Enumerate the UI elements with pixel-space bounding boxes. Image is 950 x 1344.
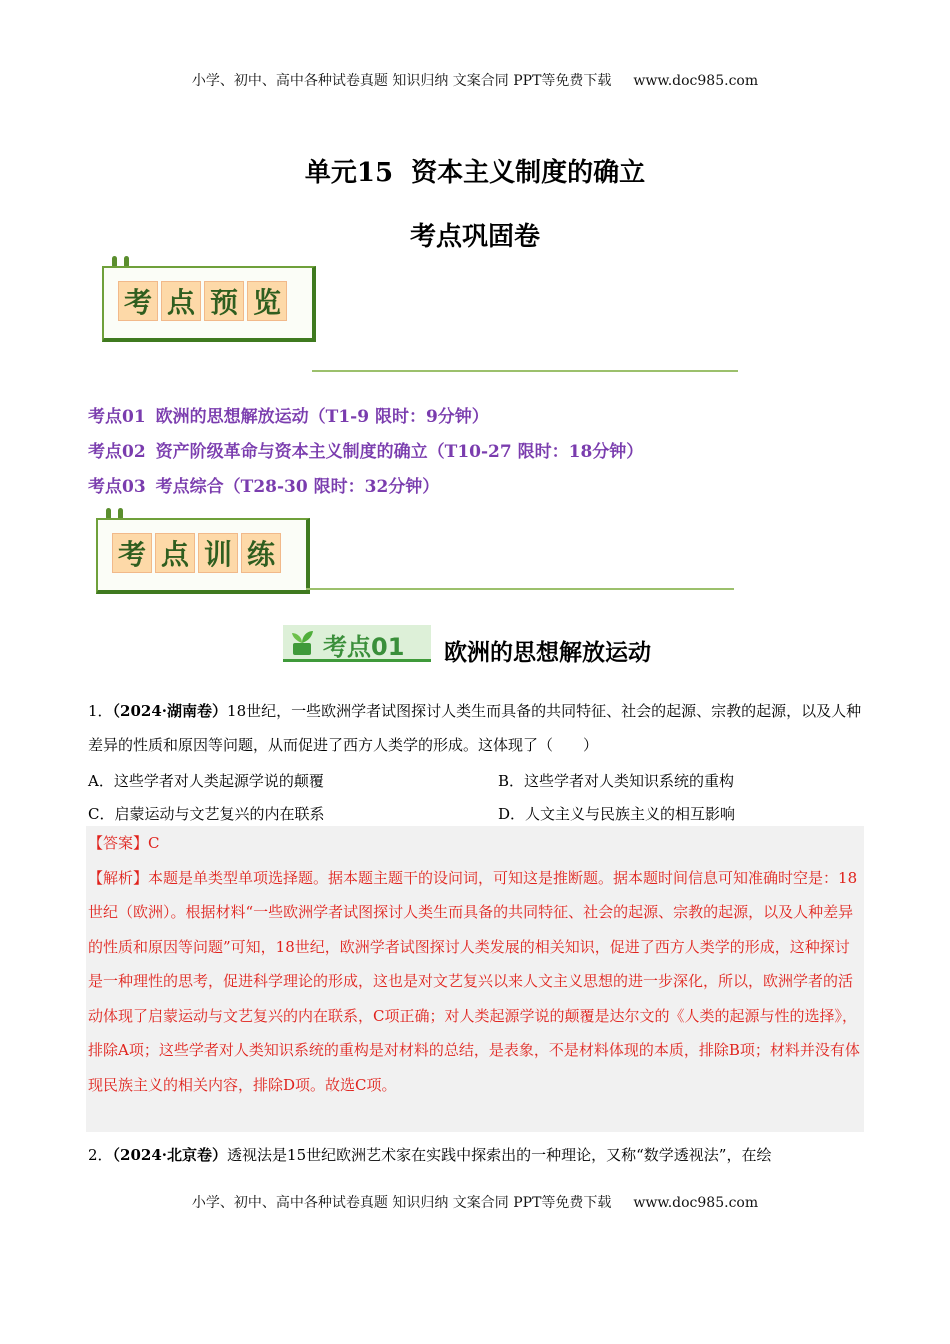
page-header	[0, 70, 950, 90]
section-title: 欧洲的思想解放运动	[444, 639, 651, 666]
footer-text: 小学、初中、高中各种试卷真题 知识归纳 文案合同 PPT等免费下载	[191, 1195, 612, 1211]
document-title	[0, 152, 950, 189]
section-badge	[283, 625, 431, 662]
topic-item	[88, 437, 643, 462]
question-source: （2024·北京卷）	[112, 1146, 228, 1164]
topic-item	[88, 402, 489, 427]
title-name: 资本主义制度的确立	[411, 158, 646, 188]
banner-char: 览	[247, 281, 287, 321]
footer-site: www.doc985.com	[633, 1195, 759, 1211]
banner-char: 训	[198, 533, 238, 573]
answer-value: C	[148, 834, 160, 852]
question-stem: 18世纪，一些欧洲学者试图探讨人类生而具备的共同特征、社会的起源、宗教的起源，以及人种差异的性质和原因等问题，从而促进了西方人类学的形成。这体现了（ ）	[88, 702, 862, 754]
topic-text: 考点综合（T28-30 限时：32分钟）	[155, 477, 440, 497]
banner-preview	[102, 266, 316, 342]
topic-text: 资产阶级革命与资本主义制度的确立（T10-27 限时：18分钟）	[155, 442, 644, 462]
option-a: A．这些学者对人类起源学说的颠覆	[88, 772, 324, 790]
document-subtitle: 考点巩固卷	[409, 222, 540, 252]
page-footer	[0, 1192, 950, 1212]
option-b: B．这些学者对人类知识系统的重构	[498, 772, 735, 790]
answer-label: 【答案】	[88, 834, 149, 852]
option-d: D．人文主义与民族主义的相互影响	[498, 805, 736, 823]
question-1	[88, 694, 866, 762]
banner-char: 预	[204, 281, 244, 321]
divider	[306, 588, 734, 590]
header-site: www.doc985.com	[633, 73, 759, 89]
analysis-label: 【解析】	[88, 868, 149, 887]
analysis-text: 本题是单类型单项选择题。据本题主题干的设问词，可知这是推断题。据本题时间信息可知准确时空是：18世纪（欧洲）。根据材料“一些欧洲学者试图探讨人类生而具备的共同特征、社会的起源、宗教的起源，以及人种差异的性质和原因等问题”可知，18世纪，欧洲学者试图探讨人类发展的相关知识，促进了西方人类学的形成，这种探讨是一种理性的思考，促进科学理论的形成，这也是对文艺复兴以来人文主义思想的进一步深化，所以，欧洲学者的活动体现了启蒙运动与文艺复兴的内在联系，C项正确；对人类起源学说的颠覆是达尔文的《人类的起源与性的选择》，排除A项；这些学者对人类知识系统的重构是对材料的总结，是表象，不是材料体现的本质，排除B项；材料并没有体现民族主义的相关内容，排除D项。故选C项。	[88, 868, 860, 1094]
section-badge-label: 考点01	[323, 633, 405, 661]
banner-train	[96, 518, 310, 594]
topic-label: 考点01	[88, 407, 146, 427]
topic-item	[88, 472, 439, 497]
banner-char: 点	[161, 281, 201, 321]
topic-label: 考点03	[88, 477, 146, 497]
banner-char: 考	[118, 281, 158, 321]
option-c: C．启蒙运动与文艺复兴的内在联系	[88, 805, 325, 823]
question-2	[88, 1138, 866, 1172]
header-text: 小学、初中、高中各种试卷真题 知识归纳 文案合同 PPT等免费下载	[191, 73, 612, 89]
question-number: 1．	[88, 702, 113, 720]
divider	[312, 370, 738, 372]
title-unit: 单元15	[304, 158, 394, 188]
banner-char: 考	[112, 533, 152, 573]
analysis-paragraph	[88, 861, 860, 1103]
sprout-icon	[287, 627, 317, 657]
topic-label: 考点02	[88, 442, 146, 462]
question-source: （2024·湖南卷）	[112, 702, 228, 720]
topic-text: 欧洲的思想解放运动（T1-9 限时：9分钟）	[155, 407, 489, 427]
question-number: 2．	[88, 1146, 113, 1164]
banner-char: 练	[241, 533, 281, 573]
question-stem: 透视法是15世纪欧洲艺术家在实践中探索出的一种理论，又称“数学透视法”，在绘	[227, 1146, 772, 1164]
banner-char: 点	[155, 533, 195, 573]
answer-line	[88, 826, 860, 861]
answer-block	[88, 826, 860, 1102]
